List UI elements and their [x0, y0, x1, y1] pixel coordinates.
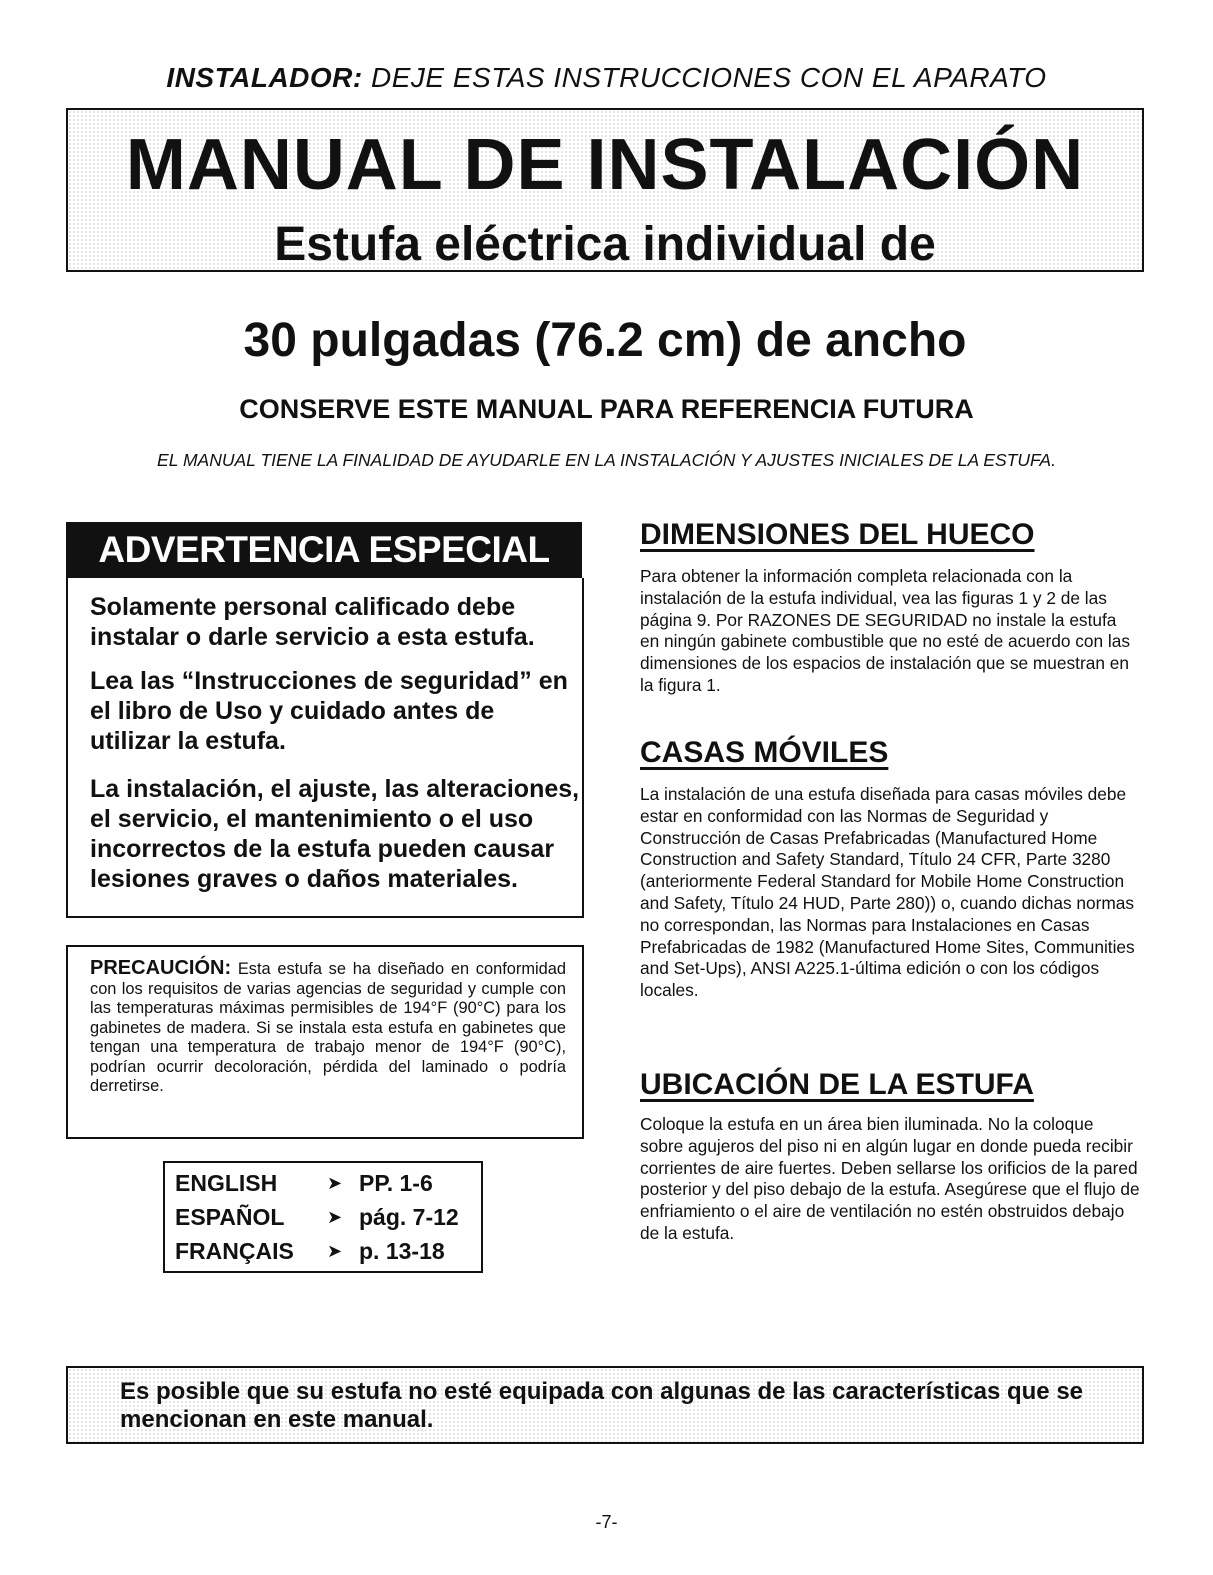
language-pages: pág. 7-12 [359, 1204, 459, 1230]
keep-manual-notice: CONSERVE ESTE MANUAL PARA REFERENCIA FUTURA [239, 394, 974, 424]
features-disclaimer: Es posible que su estufa no esté equipada con algunas de las características que se mencionan en este manual. [120, 1378, 1084, 1433]
arrow-right-icon: ➤ [327, 1173, 343, 1193]
caution-box [66, 945, 584, 1139]
language-index [163, 1161, 483, 1273]
section-body-location: Coloque la estufa en un área bien iluminada. No la coloque sobre agujeros del piso ni en algún lugar en donde pueda recibir corrientes de aire fuertes. Deben sellarse los orificios de la pared posterior y del piso debajo de la estufa. Asegúrese que el flujo de enfriamiento o el aire de ventilación no estén obstruidos debajo de la estufa. [640, 1114, 1140, 1243]
arrow-right-icon: ➤ [327, 1207, 343, 1227]
warning-read-safety: Lea las “Instrucciones de seguridad” en el libro de Uso y cuidado antes de utilizar la estufa. [90, 667, 568, 755]
caution-text: Esta estufa se ha diseñado en conformidad con los requisitos de varias agencias de seguridad y cumple con las temperaturas máximas permisibles de 194°F (90°C) para los gabinetes de madera. Si se instala esta estufa en gabinetes que tengan una temperatura de trabajo menor de 194°F (90°C), podrían ocurrir decoloración, pérdida del laminado o podría derretirse. [90, 960, 566, 1095]
language-pages: p. 13-18 [359, 1238, 445, 1264]
manual-purpose: EL MANUAL TIENE LA FINALIDAD DE AYUDARLE EN LA INSTALACIÓN Y AJUSTES INICIALES DE LA ESTUFA. [157, 450, 1056, 470]
special-warning-header: ADVERTENCIA ESPECIAL [66, 522, 582, 578]
special-warning-box [66, 578, 584, 918]
manual-title: MANUAL DE INSTALACIÓN [125, 125, 1085, 205]
section-title-dimensions: DIMENSIONES DEL HUECO [640, 518, 1035, 551]
caution-paragraph [90, 959, 566, 1097]
features-disclaimer-box [66, 1366, 1144, 1444]
installer-note [0, 62, 1213, 94]
installer-note-text: DEJE ESTAS INSTRUCCIONES CON EL APARATO [371, 62, 1047, 93]
section-body-mobile-homes: La instalación de una estufa diseñada para casas móviles debe estar en conformidad con las Normas de Seguridad y Construcción de Casas Prefabricadas (Manufactured Home Construction and Safety Standard, Título 24 CFR, Parte 3280 (anteriormente Federal Standard for Mobile Home Construction and Safety, Título 24 HUD, Parte 280)) o, cuando dichas normas no correspondan, las Normas para Instalaciones en Casas Prefabricadas de 1982 (Manufactured Home Sites, Communities and Set-Ups), ANSI A225.1-última edición o con los códigos locales. [640, 784, 1135, 1001]
arrow-right-icon: ➤ [327, 1241, 343, 1261]
page-number: -7- [595, 1512, 618, 1532]
language-name: ENGLISH [175, 1170, 278, 1196]
language-name: ESPAÑOL [175, 1204, 285, 1230]
product-subtitle-line2: 30 pulgadas (76.2 cm) de ancho [243, 314, 967, 367]
language-pages: PP. 1-6 [359, 1170, 433, 1196]
section-title-location: UBICACIÓN DE LA ESTUFA [640, 1068, 1034, 1101]
warning-qualified-personnel: Solamente personal calificado debe instalar o darle servicio a esta estufa. [90, 593, 535, 651]
section-title-mobile-homes: CASAS MÓVILES [640, 736, 889, 769]
caution-label: PRECAUCIÓN: [90, 957, 232, 979]
installer-note-label: INSTALADOR: [166, 62, 363, 93]
title-box [66, 108, 1144, 367]
language-name: FRANÇAIS [175, 1238, 294, 1264]
warning-improper-use: La instalación, el ajuste, las alteraciones, el servicio, el mantenimiento o el uso incorrectos de la estufa pueden causar lesiones graves o daños materiales. [90, 775, 580, 893]
section-body-dimensions: Para obtener la información completa relacionada con la instalación de la estufa individual, vea las figuras 1 y 2 de las página 9. Por RAZONES DE SEGURIDAD no instale la estufa en ningún gabinete combustible que no esté de acuerdo con las dimensiones de los espacios de instalación que se muestran en la figura 1. [640, 566, 1130, 695]
product-subtitle-line1: Estufa eléctrica individual de [274, 218, 936, 271]
